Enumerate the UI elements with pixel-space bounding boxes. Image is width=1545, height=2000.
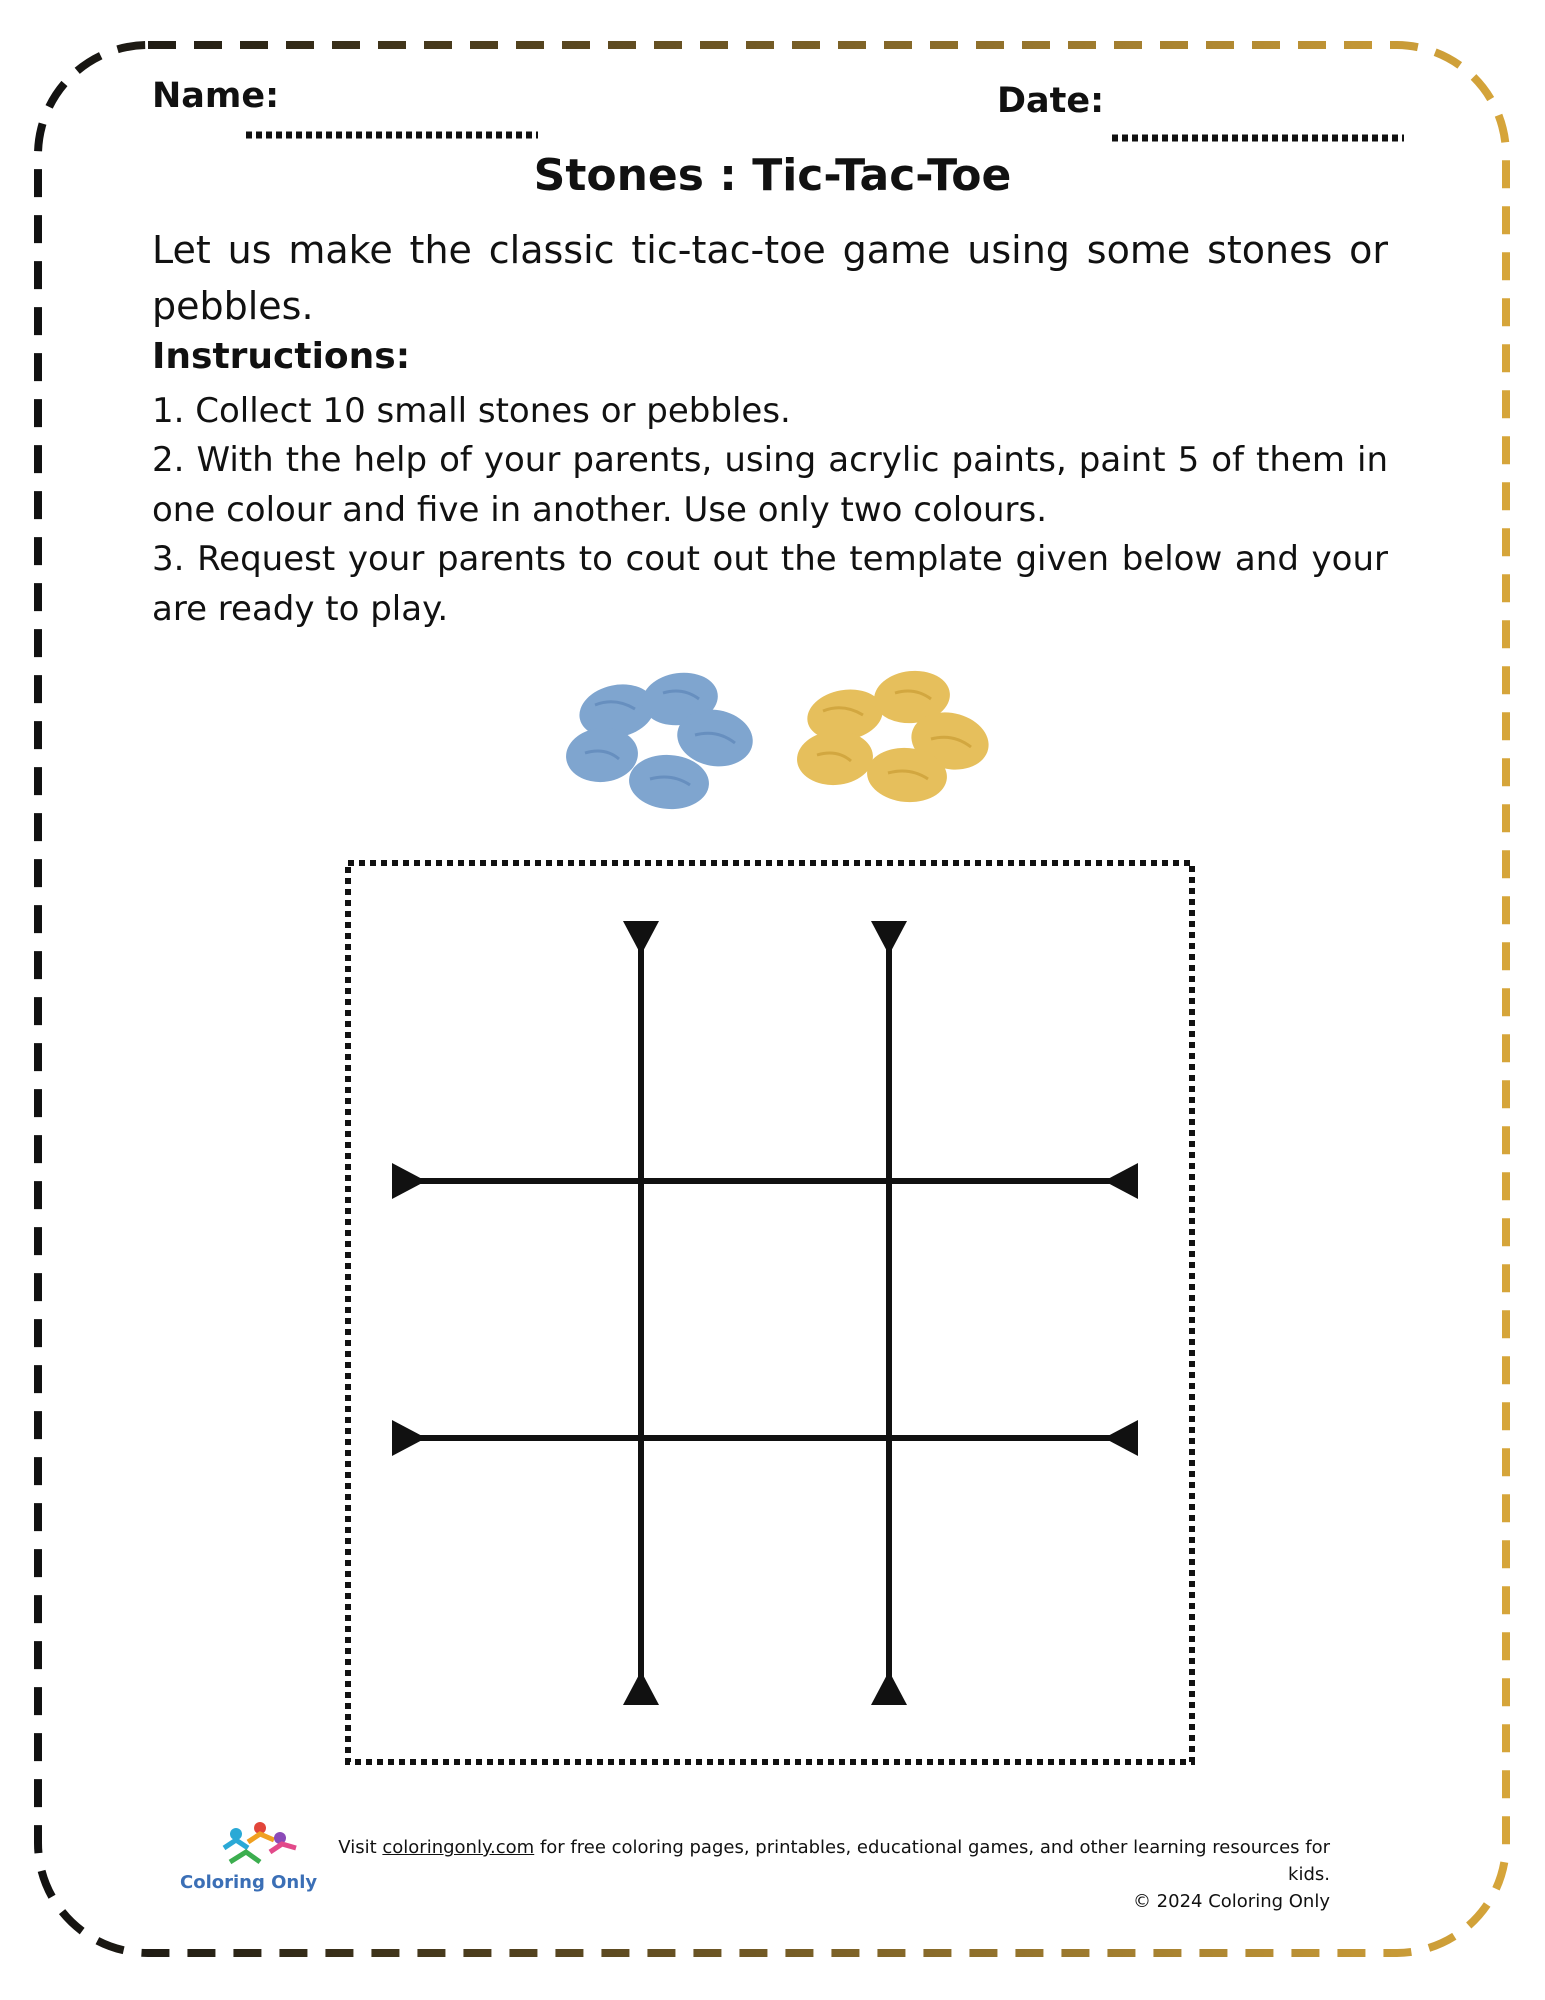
coloring-only-logo-icon	[216, 1818, 300, 1874]
name-label: Name:	[152, 76, 280, 116]
arrowhead	[1104, 1420, 1138, 1456]
footer-text	[330, 1834, 1330, 1915]
arrowhead	[623, 1671, 659, 1705]
tic-tac-toe-template	[340, 855, 1200, 1770]
footer-link[interactable]: coloringonly.com	[382, 1837, 535, 1858]
instruction-step-2: 2. With the help of your parents, using acrylic paints, paint 5 of them in one colour and five in another. Use only two colours.	[152, 440, 1388, 530]
arrowhead	[871, 921, 907, 955]
arrowhead	[623, 921, 659, 955]
stones-illustration	[555, 655, 1005, 825]
page-title: Stones : Tic-Tac-Toe	[533, 150, 1012, 201]
arrowhead	[871, 1671, 907, 1705]
footer-visit-suffix: for free coloring pages, printables, educational games, and other learning resources for kids.	[534, 1837, 1330, 1885]
footer-copyright: © 2024 Coloring Only	[1132, 1891, 1330, 1912]
yellow-stones	[795, 667, 994, 805]
intro-text: Let us make the classic tic-tac-toe game using some stones or pebbles.	[152, 228, 1388, 328]
date-label: Date:	[997, 81, 1105, 121]
footer-visit-line	[330, 1834, 1330, 1888]
instructions-heading: Instructions:	[152, 336, 411, 377]
arrowhead	[392, 1163, 426, 1199]
footer-visit-prefix: Visit	[338, 1837, 383, 1858]
name-field[interactable]	[246, 130, 538, 140]
arrowhead	[392, 1420, 426, 1456]
instruction-step-1: 1. Collect 10 small stones or pebbles.	[152, 391, 791, 431]
blue-stones	[564, 668, 758, 812]
logo-text: Coloring Only	[180, 1872, 318, 1893]
arrowhead	[1104, 1163, 1138, 1199]
date-field[interactable]	[1112, 133, 1404, 143]
cut-out-border	[348, 863, 1192, 1762]
yellow-stone	[795, 728, 875, 787]
instruction-step-3: 3. Request your parents to cout out the template given below and your are ready to play.	[152, 539, 1388, 629]
